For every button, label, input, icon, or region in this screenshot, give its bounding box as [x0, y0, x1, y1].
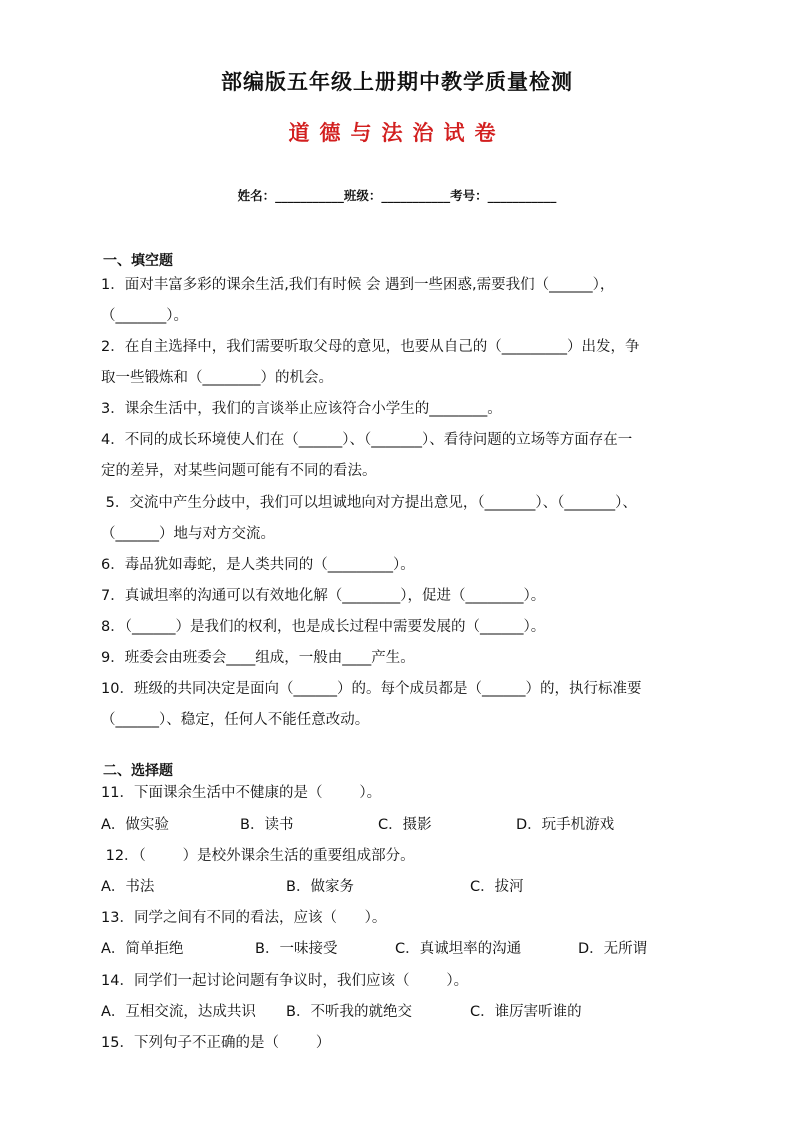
- option-12-b: B．做家务: [286, 879, 354, 895]
- question-line: （_______）。: [101, 308, 188, 324]
- exam-title: 部编版五年级上册期中教学质量检测: [221, 70, 573, 94]
- option-12-c: C．拔河: [470, 879, 524, 895]
- question-stem-12: 12．（ ）是校外课余生活的重要组成部分。: [101, 848, 415, 864]
- option-12-a: A．书法: [101, 879, 155, 895]
- question-line: 4．不同的成长环境使人们在（______）、（_______）、看待问题的立场等方面存在一: [101, 432, 633, 448]
- option-13-d: D．无所谓: [578, 941, 648, 957]
- question-stem-13: 13．同学之间有不同的看法，应该（ ）。: [101, 910, 387, 926]
- question-line: （______）、稳定，任何人不能任意改动。: [101, 712, 370, 728]
- question-stem-11: 11．下面课余生活中不健康的是（ ）。: [101, 785, 382, 801]
- question-stem-15: 15．下列句子不正确的是（ ）: [101, 1035, 331, 1051]
- question-line: 8．（______）是我们的权利，也是成长过程中需要发展的（______）。: [101, 619, 546, 635]
- question-line: 10．班级的共同决定是面向（______）的。每个成员都是（______）的，执行标准要: [101, 681, 642, 697]
- section-heading-fill-in: 一、填空题: [103, 253, 173, 269]
- exam-subtitle: 道德与法治试卷: [288, 121, 506, 145]
- section-heading-choice: 二、选择题: [103, 763, 173, 779]
- student-info-line: 姓名：___________班级：___________考号：___________: [237, 188, 557, 203]
- option-11-b: B．读书: [240, 817, 294, 833]
- question-line: 7．真诚坦率的沟通可以有效地化解（________），促进（________）。: [101, 588, 546, 604]
- question-line: 2．在自主选择中，我们需要听取父母的意见，也要从自己的（_________）出发，争: [101, 339, 640, 355]
- option-14-b: B．不听我的就绝交: [286, 1004, 412, 1020]
- question-line: （______）地与对方交流。: [101, 526, 275, 542]
- question-stem-14: 14．同学们一起讨论问题有争议时，我们应该（ ）。: [101, 973, 469, 989]
- question-line: 1．面对丰富多彩的课余生活,我们有时候 会 遇到一些困惑,需要我们（______），: [101, 277, 615, 293]
- option-13-b: B．一味接受: [255, 941, 338, 957]
- option-14-a: A．互相交流，达成共识: [101, 1004, 256, 1020]
- option-11-d: D．玩手机游戏: [516, 817, 615, 833]
- question-line: 6．毒品犹如毒蛇，是人类共同的（_________）。: [101, 557, 415, 573]
- question-line: 定的差异，对某些问题可能有不同的看法。: [101, 463, 377, 479]
- question-line: 3．课余生活中，我们的言谈举止应该符合小学生的________。: [101, 401, 502, 417]
- question-line: 取一些锻炼和（________）的机会。: [101, 370, 333, 386]
- option-13-c: C．真诚坦率的沟通: [395, 941, 522, 957]
- option-13-a: A．简单拒绝: [101, 941, 184, 957]
- question-line: 5．交流中产生分歧中，我们可以坦诚地向对方提出意见，（_______）、（_______）、: [101, 495, 637, 511]
- option-14-c: C．谁厉害听谁的: [470, 1004, 582, 1020]
- question-line: 9．班委会由班委会____组成，一般由____产生。: [101, 650, 415, 666]
- option-11-c: C．摄影: [378, 817, 432, 833]
- option-11-a: A．做实验: [101, 817, 169, 833]
